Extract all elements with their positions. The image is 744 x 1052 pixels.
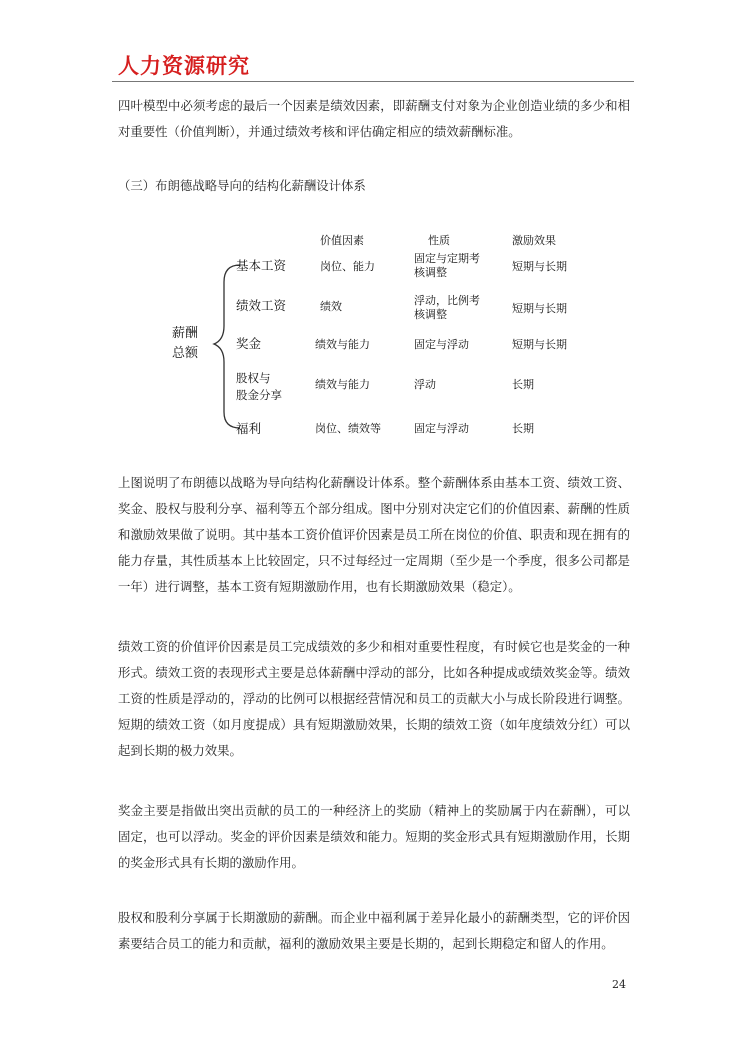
value-base-salary: 岗位、能力 [320,260,375,273]
header-divider [112,81,634,82]
effect-equity-dividend: 长期 [512,378,534,391]
value-performance-pay: 绩效 [320,300,342,313]
nature-base-salary-line1: 固定与定期考 [414,252,480,265]
root-label-line1: 薪酬 [172,326,199,341]
component-performance-pay: 绩效工资 [236,298,287,313]
header-incentive-effect: 激励效果 [512,234,556,247]
component-equity-line1: 股权与 [236,371,271,385]
nature-bonus: 固定与浮动 [414,338,469,351]
component-bonus: 奖金 [236,336,262,351]
total-compensation-label [172,324,198,364]
component-benefits: 福利 [236,421,262,436]
effect-performance-pay: 短期与长期 [512,302,567,315]
component-equity-dividend [236,370,282,404]
nature-performance-pay [414,294,480,322]
effect-bonus: 短期与长期 [512,338,567,351]
value-benefits: 岗位、绩效等 [315,422,381,435]
brace-lines [160,222,610,450]
header-nature: 性质 [428,234,450,247]
root-label-line2: 总额 [172,346,199,361]
nature-base-salary [414,252,480,280]
value-equity-dividend: 绩效与能力 [315,378,370,391]
value-bonus: 绩效与能力 [315,338,370,351]
nature-performance-pay-line2: 核调整 [414,308,447,321]
header-value-factor: 价值因素 [320,234,364,247]
nature-performance-pay-line1: 浮动，比例考 [414,294,480,307]
nature-benefits: 固定与浮动 [414,422,469,435]
paragraph-equity-benefits: 股权和股利分享属于长期激励的薪酬。而企业中福利属于差异化最小的薪酬类型，它的评价因素要结合员工的能力和贡献，福利的激励效果主要是长期的，起到长期稳定和留人的作用。 [118,910,630,951]
component-base-salary: 基本工资 [236,258,287,273]
nature-equity-dividend: 浮动 [414,378,436,391]
page-header-title: 人力资源研究 [118,54,250,78]
paragraph-diagram-explanation: 上图说明了布朗德以战略为导向结构化薪酬设计体系。整个薪酬体系由基本工资、绩效工资、奖金、股权与股利分享、福利等五个部分组成。图中分别对决定它们的价值因素、薪酬的性质和激励效果做了说明。其中基本工资价值评价因素是员工所在岗位的价值、职责和现在拥有的能力存量，其性质基本上比较固定，只不过每经过一定周期（至少是一个季度，很多公司都是一年）进行调整，基本工资有短期激励作用，也有长期激励效果（稳定）。 [118,475,630,594]
section-subheading: （三）布朗德战略导向的结构化薪酬设计体系 [118,178,366,193]
page-number: 24 [612,978,626,991]
paragraph-bonus: 奖金主要是指做出突出贡献的员工的一种经济上的奖励（精神上的奖励属于内在薪酬），可以固定，也可以浮动。奖金的评价因素是绩效和能力。短期的奖金形式具有短期激励作用，长期的奖金形式具有长期的激励作用。 [118,803,630,870]
compensation-structure-diagram [160,222,610,450]
nature-base-salary-line2: 核调整 [414,266,447,279]
component-equity-line2: 股金分享 [236,388,282,402]
effect-benefits: 长期 [512,422,534,435]
paragraph-four-leaf-model: 四叶模型中必须考虑的最后一个因素是绩效因素，即薪酬支付对象为企业创造业绩的多少和相对重要性（价值判断），并通过绩效考核和评估确定相应的绩效薪酬标准。 [118,98,630,139]
effect-base-salary: 短期与长期 [512,260,567,273]
paragraph-performance-pay: 绩效工资的价值评价因素是员工完成绩效的多少和相对重要性程度，有时候它也是奖金的一种形式。绩效工资的表现形式主要是总体薪酬中浮动的部分，比如各种提成或绩效奖金等。绩效工资的性质是浮动的，浮动的比例可以根据经营情况和员工的贡献大小与成长阶段进行调整。短期的绩效工资（如月度提成）具有短期激励效果，长期的绩效工资（如年度绩效分红）可以起到长期的极力效果。 [118,639,630,758]
